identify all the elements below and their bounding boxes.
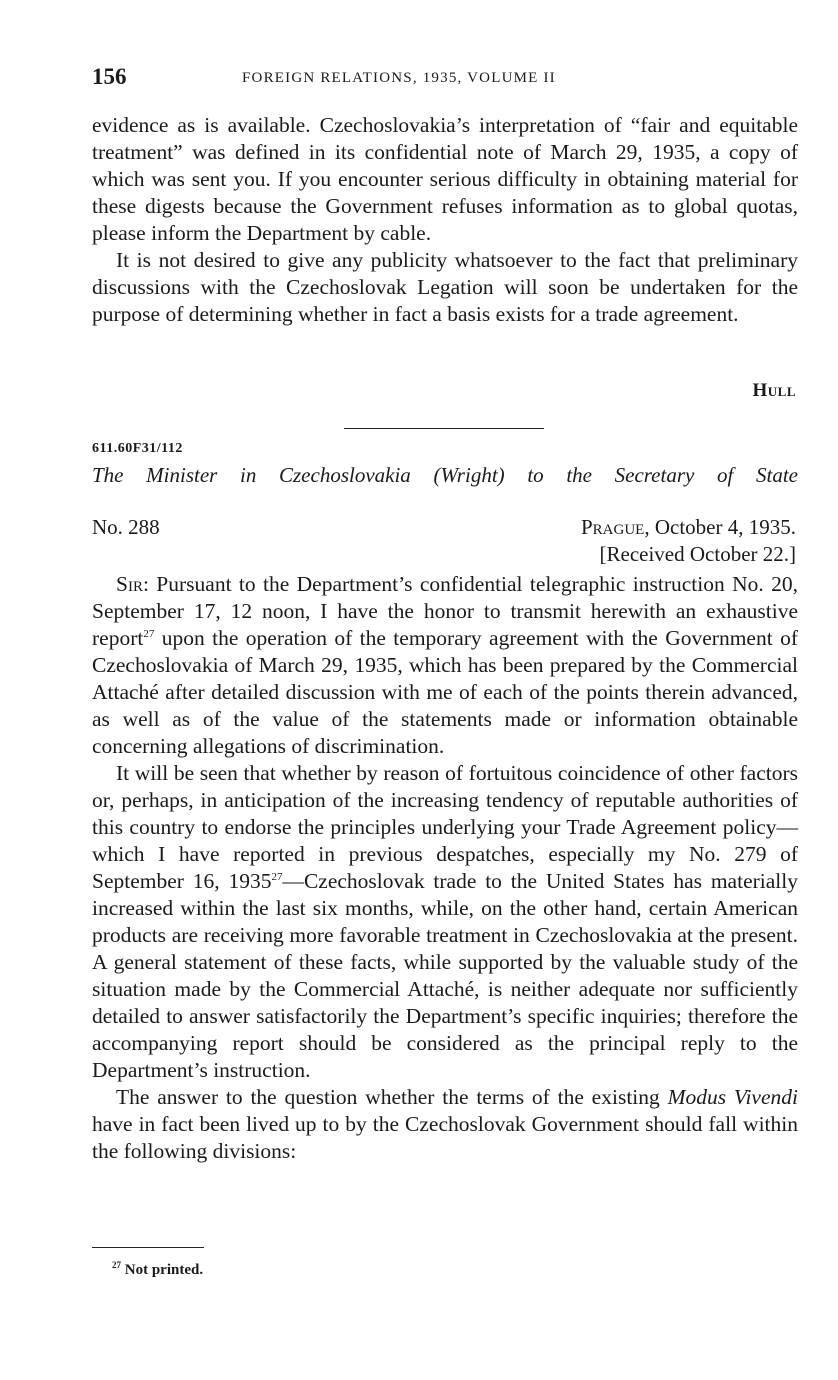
despatch-number: No. 288	[92, 515, 160, 539]
page-number: 156	[92, 64, 127, 89]
file-number: 611.60F31/112	[92, 441, 183, 456]
received-date: [Received October 22.]	[599, 542, 796, 566]
page-header	[92, 64, 798, 94]
p3-text-a: The answer to the question whether the terms of the existing	[116, 1085, 668, 1109]
footnote-ref: 27	[143, 627, 155, 640]
footnote-divider	[92, 1247, 204, 1248]
date: , October 4, 1935.	[644, 515, 796, 539]
p1-text-a: : Pursuant to the Department’s confidential telegraphic instruction No. 20, September 17, 12 noon, I have the honor to transmit herewith an exhaustive report	[92, 572, 798, 650]
p2-text-b: —Czechoslovak trade to the United States has materially increased within the last six months, while, on the other hand, certain American products are receiving more favorable treatment in Czechoslovakia at the present. A general statement of these facts, while supported by the valuable study of the situation made by the Commercial Attaché, is neither adequate nor sufficiently detailed to answer satisfactorily the Department’s specific inquiries; therefore the accompanying report should be considered as the principal reply to the Department’s instruction.	[92, 869, 798, 1082]
footnote-text: Not printed.	[124, 1262, 204, 1278]
paragraph-3	[92, 1084, 798, 1165]
signature-hull: Hull	[752, 380, 796, 401]
place-date	[581, 514, 796, 541]
p3-text-b: have in fact been lived up to by the Czechoslovak Government should fall within the following divisions:	[92, 1112, 798, 1163]
continuation-text	[92, 112, 798, 328]
document-title: The Minister in Czechoslovakia (Wright) to the Secretary of State	[92, 463, 798, 487]
modus-vivendi: Modus Vivendi	[667, 1085, 798, 1109]
paragraph-1	[92, 571, 798, 760]
paragraph-2	[92, 760, 798, 1084]
paragraph-continued: evidence as is available. Czechoslovakia’s interpretation of “fair and equitable treatment” was defined in its confidential note of March 29, 1935, a copy of which was sent you. If you encounter serious difficulty in obtaining material for these digests because the Government refuses information as to global quotas, please inform the Department by cable.	[92, 113, 798, 245]
section-divider	[344, 428, 544, 429]
place: Prague	[581, 515, 645, 539]
salutation: Sir	[116, 572, 143, 596]
footnote-marker: 27	[112, 1260, 121, 1270]
footnote	[112, 1260, 203, 1279]
footnote-ref: 27	[271, 870, 283, 883]
p2-text-a: It will be seen that whether by reason of fortuitous coincidence of other factors or, perhaps, in anticipation of the increasing tendency of reputable authorities of this country to endorse the principles underlying your Trade Agreement policy—which I have reported in previous despatches, especially my No. 279 of September 16, 1935	[92, 761, 798, 893]
paragraph-publicity: It is not desired to give any publicity whatsoever to the fact that preliminary discussions with the Czechoslovak Legation will soon be undertaken for the purpose of determining whether in fact a basis exists for a trade agreement.	[92, 248, 798, 326]
p1-text-b: upon the operation of the temporary agreement with the Government of Czechoslovakia of March 29, 1935, which has been prepared by the Commercial Attaché after detailed discussion with me of each of the points therein advanced, as well as of the value of the statements made or information obtainable concerning allegations of discrimination.	[92, 626, 798, 758]
letter-body	[92, 571, 798, 1165]
running-head: FOREIGN RELATIONS, 1935, VOLUME II	[242, 70, 556, 86]
